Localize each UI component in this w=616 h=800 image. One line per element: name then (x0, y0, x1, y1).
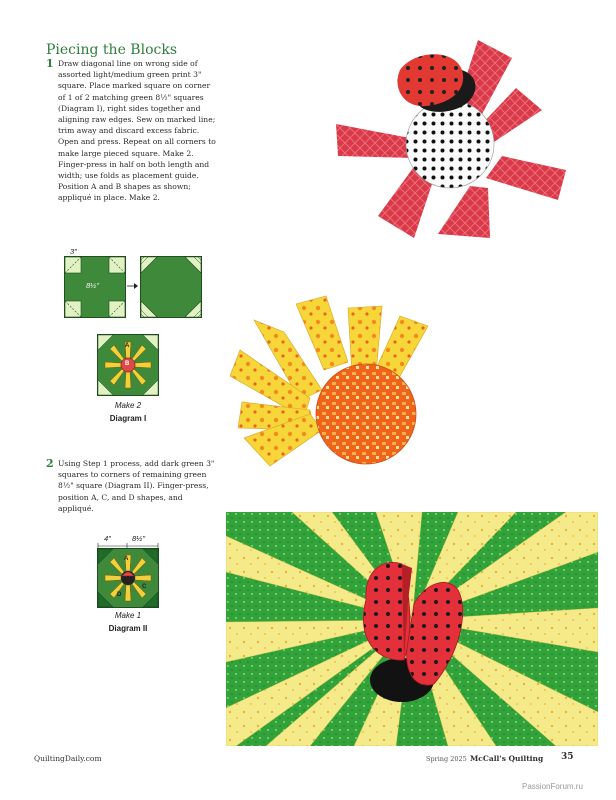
step-number: 1 (46, 57, 54, 70)
footer-season: Spring 2025 (426, 755, 467, 763)
diagram-caption: Diagram II (108, 624, 148, 633)
watermark: PassionForum.ru (522, 782, 583, 791)
ladybug-block-photo (226, 512, 598, 746)
step-text: Using Step 1 process, add dark green 3" squares to corners of remaining green 8½" square (Diagram II). Finger-press, position A, C, and D shapes, and appliqué. (58, 459, 215, 513)
dimension-label-large: 8½" (132, 534, 146, 543)
page-number: 35 (561, 752, 574, 762)
step-text: Draw diagonal line on wrong side of assorted light/medium green print 3" square. Place marked square on corner of 1 of 2 matching green 8½" squares (Diagram I), right sides together and aligning raw edges. Sew on marked line; trim away and discard excess fabric. Open and press. Repeat on all corners to make large pieced square. Make 2. Finger-press in half on both length and width; use folds as placement guide. Position A and B shapes as shown; appliqué in place. Make 2. (58, 59, 216, 203)
footer-magazine: McCall's Quilting (470, 754, 544, 763)
diagram-caption: Diagram I (109, 414, 147, 423)
dimension-label-large: 8½" (86, 281, 100, 290)
shape-label-a: A (125, 343, 130, 349)
yellow-flower-applique-photo (230, 290, 450, 480)
diagram-i-pressed-square (140, 256, 202, 318)
shape-label-b: B (125, 361, 130, 367)
dimension-label-small: 4" (104, 534, 111, 543)
step-number: 2 (46, 457, 54, 470)
shape-label-a: A (124, 556, 129, 562)
section-heading: Piecing the Blocks (46, 42, 178, 58)
step-2 (46, 458, 218, 514)
arrow-right-icon (127, 282, 139, 290)
make-count: Make 2 (114, 401, 142, 410)
dimension-label-small: 3" (70, 247, 77, 256)
footer-website[interactable]: QuiltingDaily.com (34, 754, 102, 763)
step-1 (46, 58, 218, 204)
shape-label-c: C (142, 584, 147, 590)
red-flower-applique-photo (330, 38, 570, 238)
shape-label-d: D (117, 592, 122, 598)
make-count: Make 1 (114, 611, 142, 620)
